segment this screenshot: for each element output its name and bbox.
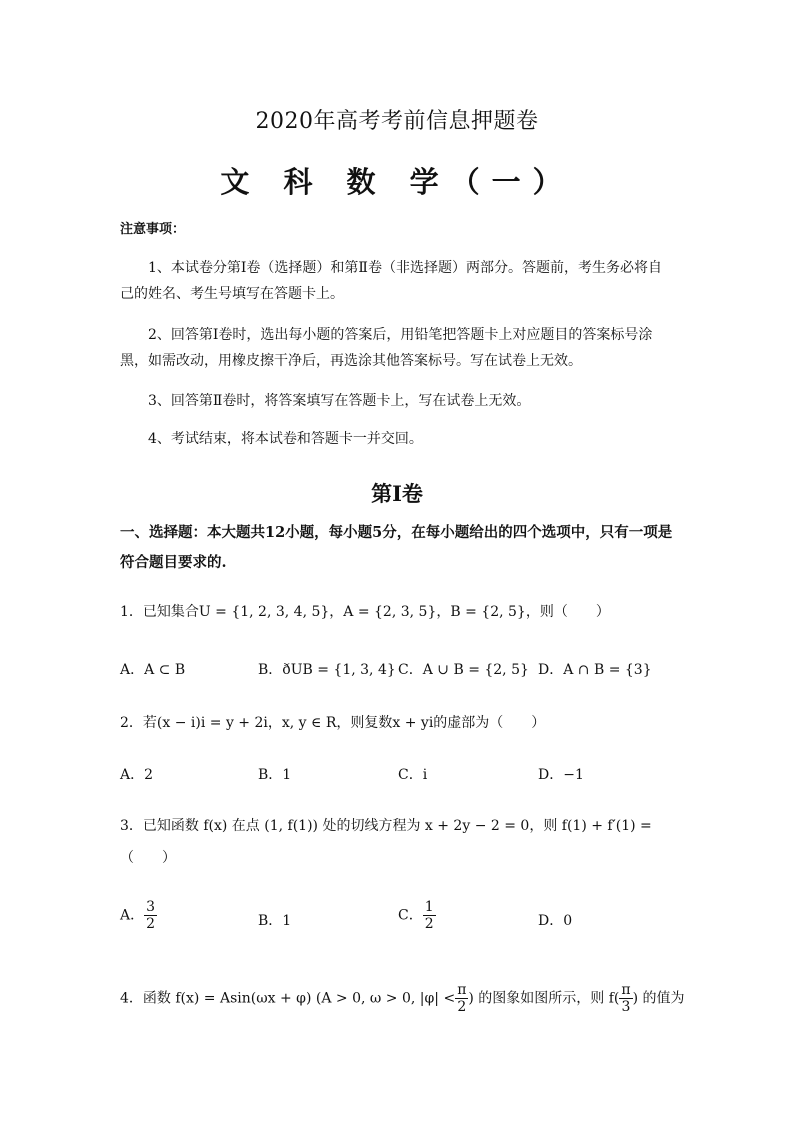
notice-item-3: 3、回答第Ⅱ卷时，将答案填写在答题卡上，写在试卷上无效。 (148, 393, 531, 409)
notice-item-4: 4、考试结束，将本试卷和答题卡一并交回。 (148, 431, 423, 447)
question-3-stem: 3．已知函数 f(x) 在点 (1, f(1)) 处的切线方程为 x + 2y − 2 = 0，则 f(1) + f′(1) = (120, 818, 652, 834)
question-2-option-a: A．2 (120, 767, 154, 783)
section-title: 第Ⅰ卷 (371, 481, 423, 506)
question-1-stem: 1．已知集合U = {1, 2, 3, 4, 5}，A = {2, 3, 5}，B = {2, 5}，则（ ） (120, 604, 610, 620)
fraction-numerator: 1 (424, 899, 434, 915)
fraction-pi-over-3 (619, 982, 632, 1015)
question-3-stem-paren: （ ） (120, 850, 176, 866)
question-4-stem-part-b: ) 的图象如图所示，则 f( (468, 990, 620, 1007)
fraction-denominator: 2 (146, 916, 156, 932)
question-2-stem: 2．若(x − i)i = y + 2i，x, y ∈ R，则复数x + yi的虚部为（ ） (120, 715, 546, 731)
question-2-option-c: C．i (398, 767, 428, 783)
question-2-option-b: B．1 (258, 767, 292, 783)
question-1-option-d: D．A ∩ B = {3} (538, 662, 652, 678)
question-2-option-d: D．−1 (538, 767, 584, 783)
question-3-option-b: B．1 (258, 913, 292, 929)
question-1-option-a: A．A ⊂ B (120, 662, 186, 678)
question-4-stem-part-c: ) 的值为 (632, 990, 685, 1007)
question-1-option-b: B．ðUB = {1, 3, 4} (258, 662, 396, 678)
fraction-one-half (423, 899, 436, 932)
question-3-option-c-label: C． (398, 907, 423, 924)
notice-item-1: 1、本试卷分第Ⅰ卷（选择题）和第Ⅱ卷（非选择题）两部分。答题前，考生务必将自己的姓名、考生号填写在答题卡上。 (120, 260, 662, 302)
question-3-option-a-label: A． (120, 907, 145, 924)
section-instruction: 一、选择题：本大题共12小题，每小题5分，在每小题给出的四个选项中，只有一项是符合题目要求的. (120, 524, 673, 571)
question-3-option-d: D．0 (538, 913, 573, 929)
fraction-pi-over-2 (455, 982, 468, 1015)
question-4-stem (120, 982, 685, 1015)
fraction-numerator: 3 (146, 899, 156, 915)
notice-item-2: 2、回答第Ⅰ卷时，选出每小题的答案后，用铅笔把答题卡上对应题目的答案标号涂黑，如需改动，用橡皮擦干净后，再选涂其他答案标号。写在试卷上无效。 (120, 327, 653, 369)
fraction-three-halves (144, 899, 157, 932)
notice-label: 注意事项： (120, 222, 186, 237)
exam-subtitle: 文 科 数 学（一） (220, 165, 574, 199)
question-3-option-c (398, 899, 436, 932)
fraction-denominator: 2 (457, 999, 467, 1015)
fraction-numerator: π (457, 982, 467, 998)
fraction-numerator: π (621, 982, 631, 998)
question-4-stem-part-a: 4．函数 f(x) = Asin(ωx + φ) (A > 0, ω > 0, |φ| < (120, 990, 456, 1007)
exam-title: 2020年高考考前信息押题卷 (255, 109, 539, 134)
question-3-option-a (120, 899, 157, 932)
question-1-option-c: C．A ∪ B = {2, 5} (398, 662, 529, 678)
fraction-denominator: 3 (621, 999, 631, 1015)
fraction-denominator: 2 (424, 916, 434, 932)
